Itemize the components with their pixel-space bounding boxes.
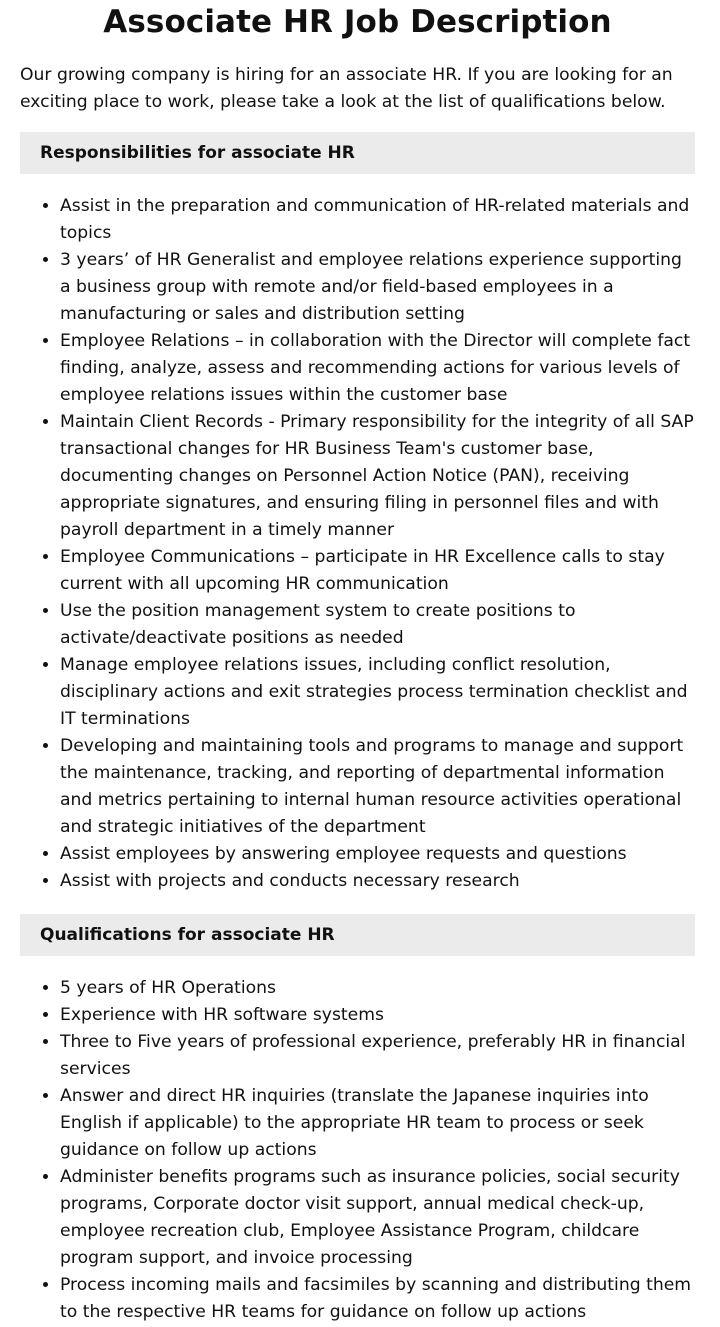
list-item: • Employee Communications – participate in HR Excellence calls to stay current with all upcoming HR communication [60, 544, 695, 598]
list-item: • 5 years of HR Operations [60, 975, 695, 1002]
list-item: • Assist with projects and conducts necessary research [60, 868, 695, 895]
list-item: • 3 years’ of HR Generalist and employee relations experience supporting a business group with remote and/or field-based employees in a manufacturing or sales and distribution setting [60, 247, 695, 328]
page-title: Associate HR Job Description [103, 4, 612, 40]
list-item: • Process incoming mails and facsimiles by scanning and distributing them to the respective HR teams for guidance on follow up actions [60, 1272, 695, 1326]
list-item: • Maintain Client Records - Primary responsibility for the integrity of all SAP transactional changes for HR Business Team's customer base, documenting changes on Personnel Action Notice (PAN), receiving appropriate signatures, and ensuring filing in personnel files and with payroll department in a timely manner [60, 409, 695, 544]
list-item: • Employee Relations – in collaboration with the Director will complete fact finding, analyze, assess and recommending actions for various levels of employee relations issues within the customer base [60, 328, 695, 409]
responsibilities-list [20, 193, 695, 895]
list-item: • Developing and maintaining tools and programs to manage and support the maintenance, tracking, and reporting of departmental information and metrics pertaining to internal human resource activities operational and strategic initiatives of the department [60, 733, 695, 841]
list-item: • Administer benefits programs such as insurance policies, social security programs, Corporate doctor visit support, annual medical check-up, employee recreation club, Employee Assistance Program, childcare program support, and invoice processing [60, 1164, 695, 1272]
list-item: • Assist in the preparation and communication of HR-related materials and topics [60, 193, 695, 247]
qualifications-heading: Qualifications for associate HR [20, 914, 695, 956]
list-item: • Use the position management system to create positions to activate/deactivate positions as needed [60, 598, 695, 652]
list-item: • Experience with HR software systems [60, 1002, 695, 1029]
list-item: • Three to Five years of professional experience, preferably HR in financial services [60, 1029, 695, 1083]
list-item: • Assist employees by answering employee requests and questions [60, 841, 695, 868]
list-item: • Manage employee relations issues, including conflict resolution, disciplinary actions and exit strategies process termination checklist and IT terminations [60, 652, 695, 733]
intro-paragraph: Our growing company is hiring for an associate HR. If you are looking for an exciting place to work, please take a look at the list of qualifications below. [20, 65, 673, 112]
responsibilities-heading: Responsibilities for associate HR [20, 132, 695, 174]
qualifications-list [20, 975, 695, 1326]
list-item: • Answer and direct HR inquiries (translate the Japanese inquiries into English if applicable) to the appropriate HR team to process or seek guidance on follow up actions [60, 1083, 695, 1164]
